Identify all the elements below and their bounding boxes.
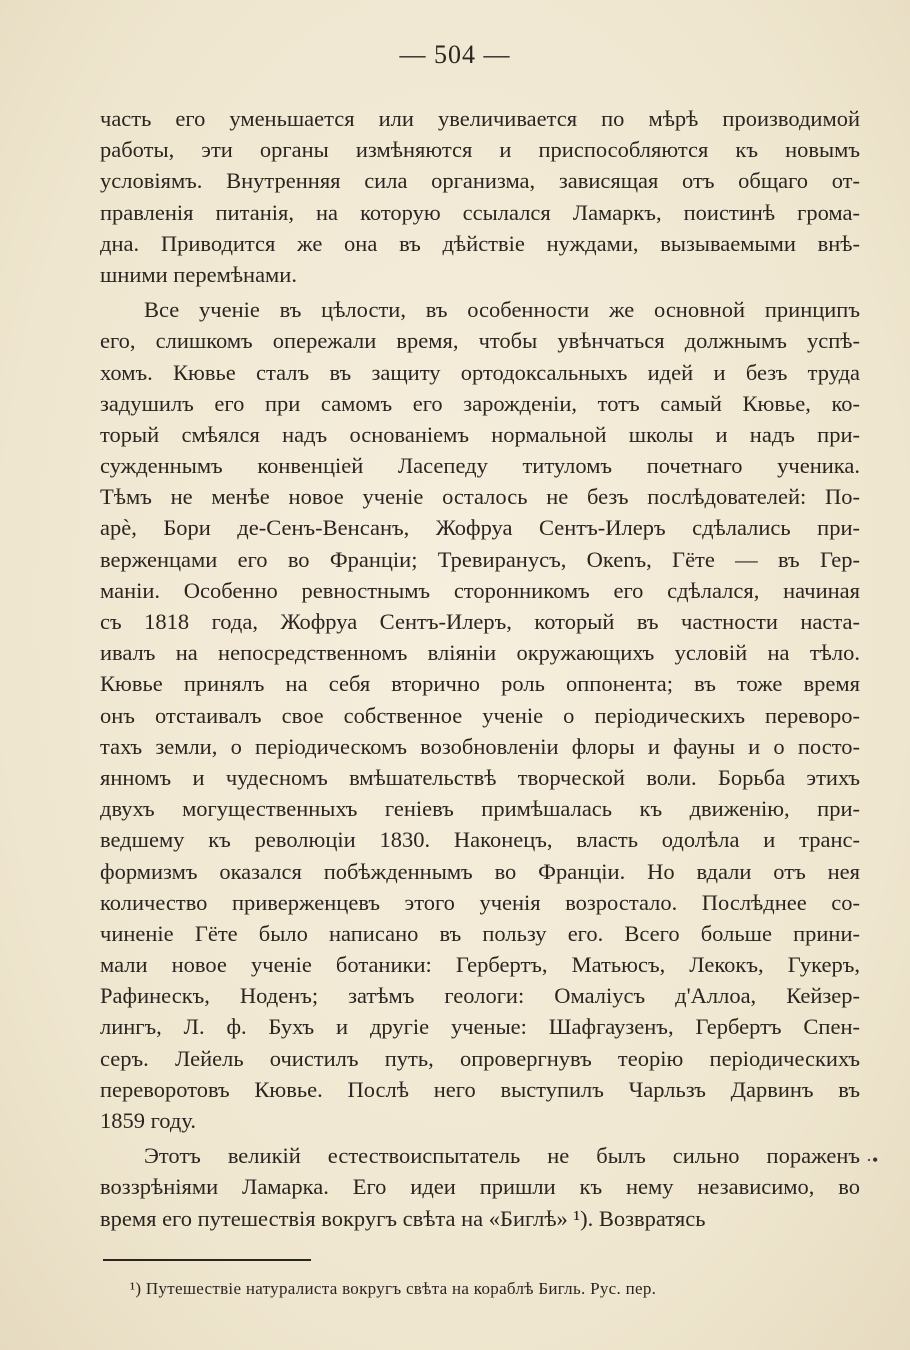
text-line: верженцами его во Франціи; Тревиранусъ, Океnъ, Гёте — въ Гер- — [100, 546, 860, 572]
text-line: сужденнымъ конвенціей Ласепеду титуломъ почетнаго ученика. — [100, 453, 860, 479]
text-line: арè, Бори де-Сенъ-Венсанъ, Жофруа Сентъ-Илеръ сдѣлались при- — [100, 515, 860, 541]
text-line: торый смѣялся надъ основаніемъ нормальной школы и надъ при- — [100, 421, 860, 447]
text-line: двухъ могущественныхъ геніевъ примѣшалась къ движенію, при- — [100, 796, 860, 822]
footnote-divider — [103, 1259, 311, 1261]
page-number: — 504 — — [399, 40, 511, 69]
text-line: переворотовъ Кювье. Послѣ него выступилъ Чарльзъ Дарвинъ въ — [100, 1076, 860, 1102]
text-line: часть его уменьшается или увеличивается по мѣрѣ производимой — [100, 106, 860, 131]
text-line: янномъ и чудесномъ вмѣшательствѣ творческой воли. Борьба этихъ — [100, 764, 860, 790]
text-line: Все ученіе въ цѣлости, въ особенности же основной принципъ — [144, 297, 860, 323]
text-line: 1859 году. — [100, 1108, 196, 1133]
text-line: хомъ. Кювье сталъ въ защиту ортодоксальныхъ идей и безъ труда — [100, 359, 860, 385]
text-line: Этотъ великій естествоиспытатель не былъ сильно пораженъ — [144, 1143, 860, 1169]
text-line: правленія питанія, на которую ссылался Ламаркъ, поистинѣ грома- — [100, 199, 860, 225]
text-line: работы, эти органы измѣняются и приспособляются къ новымъ — [100, 137, 860, 163]
margin-mark: ·• — [866, 1150, 879, 1170]
text-line: количество приверженцевъ этого ученія возростало. Послѣднее со- — [100, 889, 860, 915]
text-line: ведшему къ революціи 1830. Наконецъ, власть одолѣла и транс- — [100, 827, 860, 853]
text-line: формизмъ оказался побѣжденнымъ во Франціи. Но вдали отъ нея — [100, 858, 860, 884]
text-line: съ 1818 года, Жофруа Сентъ-Илеръ, который въ частности наста- — [100, 609, 860, 634]
text-line: онъ отстаивалъ свое собственное ученіе о періодическихъ переворо- — [100, 702, 860, 728]
text-line: чиненіе Гёте было написано въ пользу его. Всего больше прини- — [100, 920, 860, 946]
text-line: Кювье принялъ на себя вторично роль оппонента; въ тоже время — [100, 671, 860, 697]
text-line: Рафинескъ, Ноденъ; затѣмъ геологи: Омаліусъ д'Аллоа, Кейзер- — [100, 983, 860, 1009]
body-text — [100, 103, 860, 1234]
text-line: дна. Приводится же она въ дѣйствіе нуждами, вызываемыми внѣ- — [100, 230, 860, 256]
text-line: воззрѣніями Ламарка. Его идеи пришли къ нему независимо, во — [100, 1174, 860, 1200]
text-line: тахъ земли, о періодическомъ возобновленіи флоры и фауны и о посто- — [100, 733, 860, 759]
text-line: лингъ, Л. ф. Бухъ и другіе ученые: Шафгаузенъ, Гербертъ Спен- — [100, 1014, 860, 1040]
text-line: Тѣмъ не менѣе новое ученіе осталось не безъ послѣдователей: По- — [100, 484, 860, 510]
text-line: маніи. Особенно ревностнымъ сторонникомъ его сдѣлался, начиная — [100, 577, 860, 603]
text-line: задушилъ его при самомъ его зарожденіи, тотъ самый Кювье, ко- — [100, 390, 860, 416]
footnote: ¹) Путешествіе натуралиста вокругъ свѣта на кораблѣ Бигль. Рус. пер. — [130, 1279, 657, 1298]
text-line: серъ. Лейель очистилъ путь, опровергнувъ теорію періодическихъ — [100, 1045, 860, 1071]
text-line: условіямъ. Внутренняя сила организма, зависящая отъ общаго от- — [100, 168, 860, 194]
text-line: шними перемѣнами. — [100, 261, 297, 287]
text-line: время его путешествія вокругъ свѣта на «Биглѣ» ¹). Возвратясь — [100, 1205, 706, 1231]
text-line: ивалъ на непосредственномъ вліяніи окружающихъ условій на тѣло. — [100, 640, 860, 666]
text-line: его, слишкомъ опережали время, чтобы увѣнчаться должнымъ успѣ- — [100, 328, 860, 354]
text-line: мали новое ученіе ботаники: Гербертъ, Матьюсъ, Лекокъ, Гукеръ, — [100, 952, 860, 978]
